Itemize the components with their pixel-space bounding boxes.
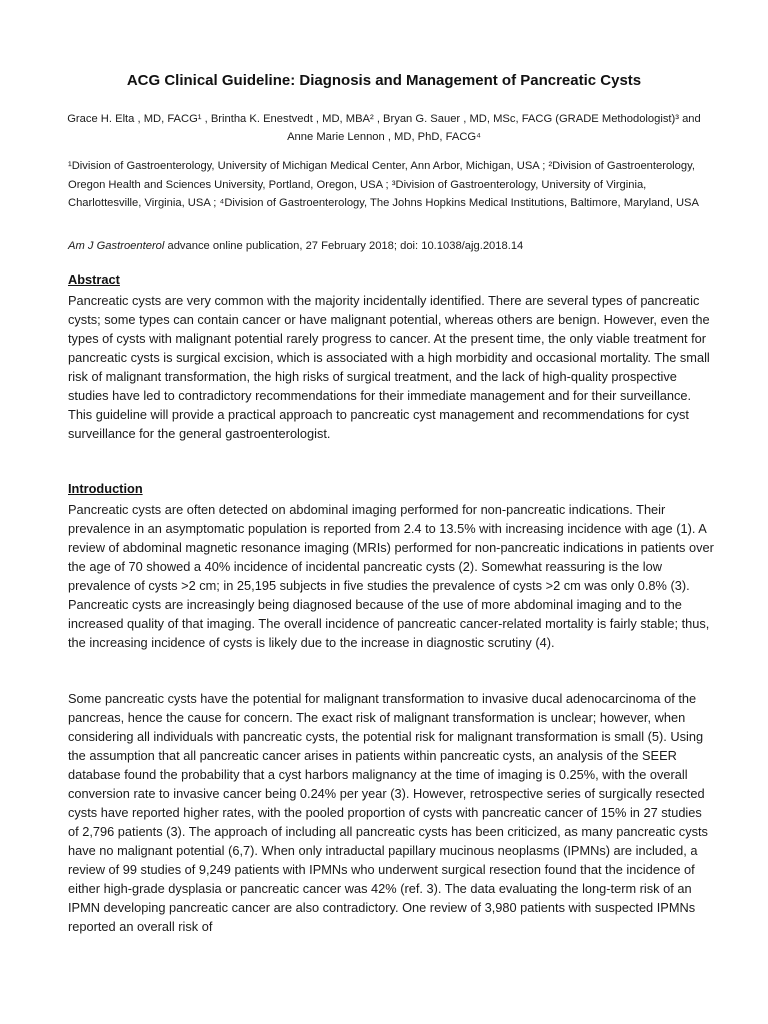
author-line-1: Grace H. Elta , MD, FACG¹ , Brintha K. Enestvedt , MD, MBA² , Bryan G. Sauer , MD, MSc, FACG (GRADE Methodologist)³ and: [67, 113, 701, 125]
citation-journal: Am J Gastroenterol: [68, 240, 165, 252]
author-list: [60, 110, 708, 146]
introduction-heading: Introduction: [68, 481, 143, 496]
author-line-2: Anne Marie Lennon , MD, PhD, FACG⁴: [287, 131, 481, 143]
introduction-paragraph-2: Some pancreatic cysts have the potential for malignant transformation to invasive ducal adenocarcinoma of the pancreas, hence the cause for concern. The exact risk of malignant transformation is unclear; however, when considering all individuals with pancreatic cysts, the potential risk for malignant transformation is small (5). Using the assumption that all pancreatic cancer arises in patients within pancreatic cysts, an analysis of the SEER database found the probability that a cyst harbors malignancy at the time of imaging is 0.25%, with the overall conversion rate to invasive cancer being 0.24% per year (3). However, retrospective series of surgically resected cysts have reported higher rates, with the pooled proportion of cysts with pancreatic cancer of 15% in 27 studies of 2,796 patients (3). The approach of including all pancreatic cysts has been criticized, as many pancreatic cysts have no malignant potential (6,7). When only intraductal papillary mucinous neoplasms (IPMNs) are included, a review of 99 studies of 9,249 patients with IPMNs who underwent surgical resection found that the incidence of either high-grade dysplasia or pancreatic cancer was 42% (ref. 3). The data evaluating the long-term risk of an IPMN developing pancreatic cancer are also contradictory. One review of 3,980 patients with suspected IPMNs reported an overall risk of: [68, 691, 708, 934]
abstract-heading: Abstract: [68, 272, 120, 287]
citation-details: advance online publication, 27 February 2018; doi: 10.1038/ajg.2018.14: [164, 240, 524, 252]
introduction-paragraph-1: Pancreatic cysts are often detected on abdominal imaging performed for non-pancreatic indications. Their prevalence in an asymptomatic population is reported from 2.4 to 13.5% with increasing incidence with age (1). A review of abdominal magnetic resonance imaging (MRIs) performed for non-pancreatic indications in patients over the age of 70 showed a 40% incidence of incidental pancreatic cysts (2). Somewhat reassuring is the low prevalence of cysts >2 cm; in 25,195 subjects in five studies the prevalence of cysts >2 cm was only 0.8% (3). Pancreatic cysts are increasingly being diagnosed because of the use of more abdominal imaging and to the increased quality of that imaging. The overall incidence of pancreatic cancer-related mortality is fairly stable; thus, the increasing incidence of cysts is likely due to the increase in diagnostic scrutiny (4).: [68, 502, 714, 650]
citation: [68, 238, 708, 254]
abstract-text: Pancreatic cysts are very common with the majority incidentally identified. There are several types of pancreatic cysts; some types can contain cancer or have malignant potential, whereas others are benign. However, even the types of cysts with malignant potential rarely progress to cancer. At the present time, the only viable treatment for pancreatic cysts is surgical excision, which is associated with a high morbidity and occasional mortality. The small risk of malignant transformation, the high risks of surgical treatment, and the lack of high-quality prospective studies have led to contradictory recommendations for their immediate management and for their surveillance. This guideline will provide a practical approach to pancreatic cyst management and recommendations for cyst surveillance for the general gastroenterologist.: [68, 293, 710, 441]
affiliations: ¹Division of Gastroenterology, University of Michigan Medical Center, Ann Arbor, Michigan, USA ; ²Division of Gastroenterology, Oregon Health and Sciences University, Portland, Oregon, USA ; ³Division of Gastroenterology, University of Virginia, Charlottesville, Virginia, USA ; ⁴Division of Gastroenterology, The Johns Hopkins Medical Institutions, Baltimore, Maryland, USA: [68, 160, 699, 209]
paper-title: ACG Clinical Guideline: Diagnosis and Management of Pancreatic Cysts: [126, 72, 642, 89]
